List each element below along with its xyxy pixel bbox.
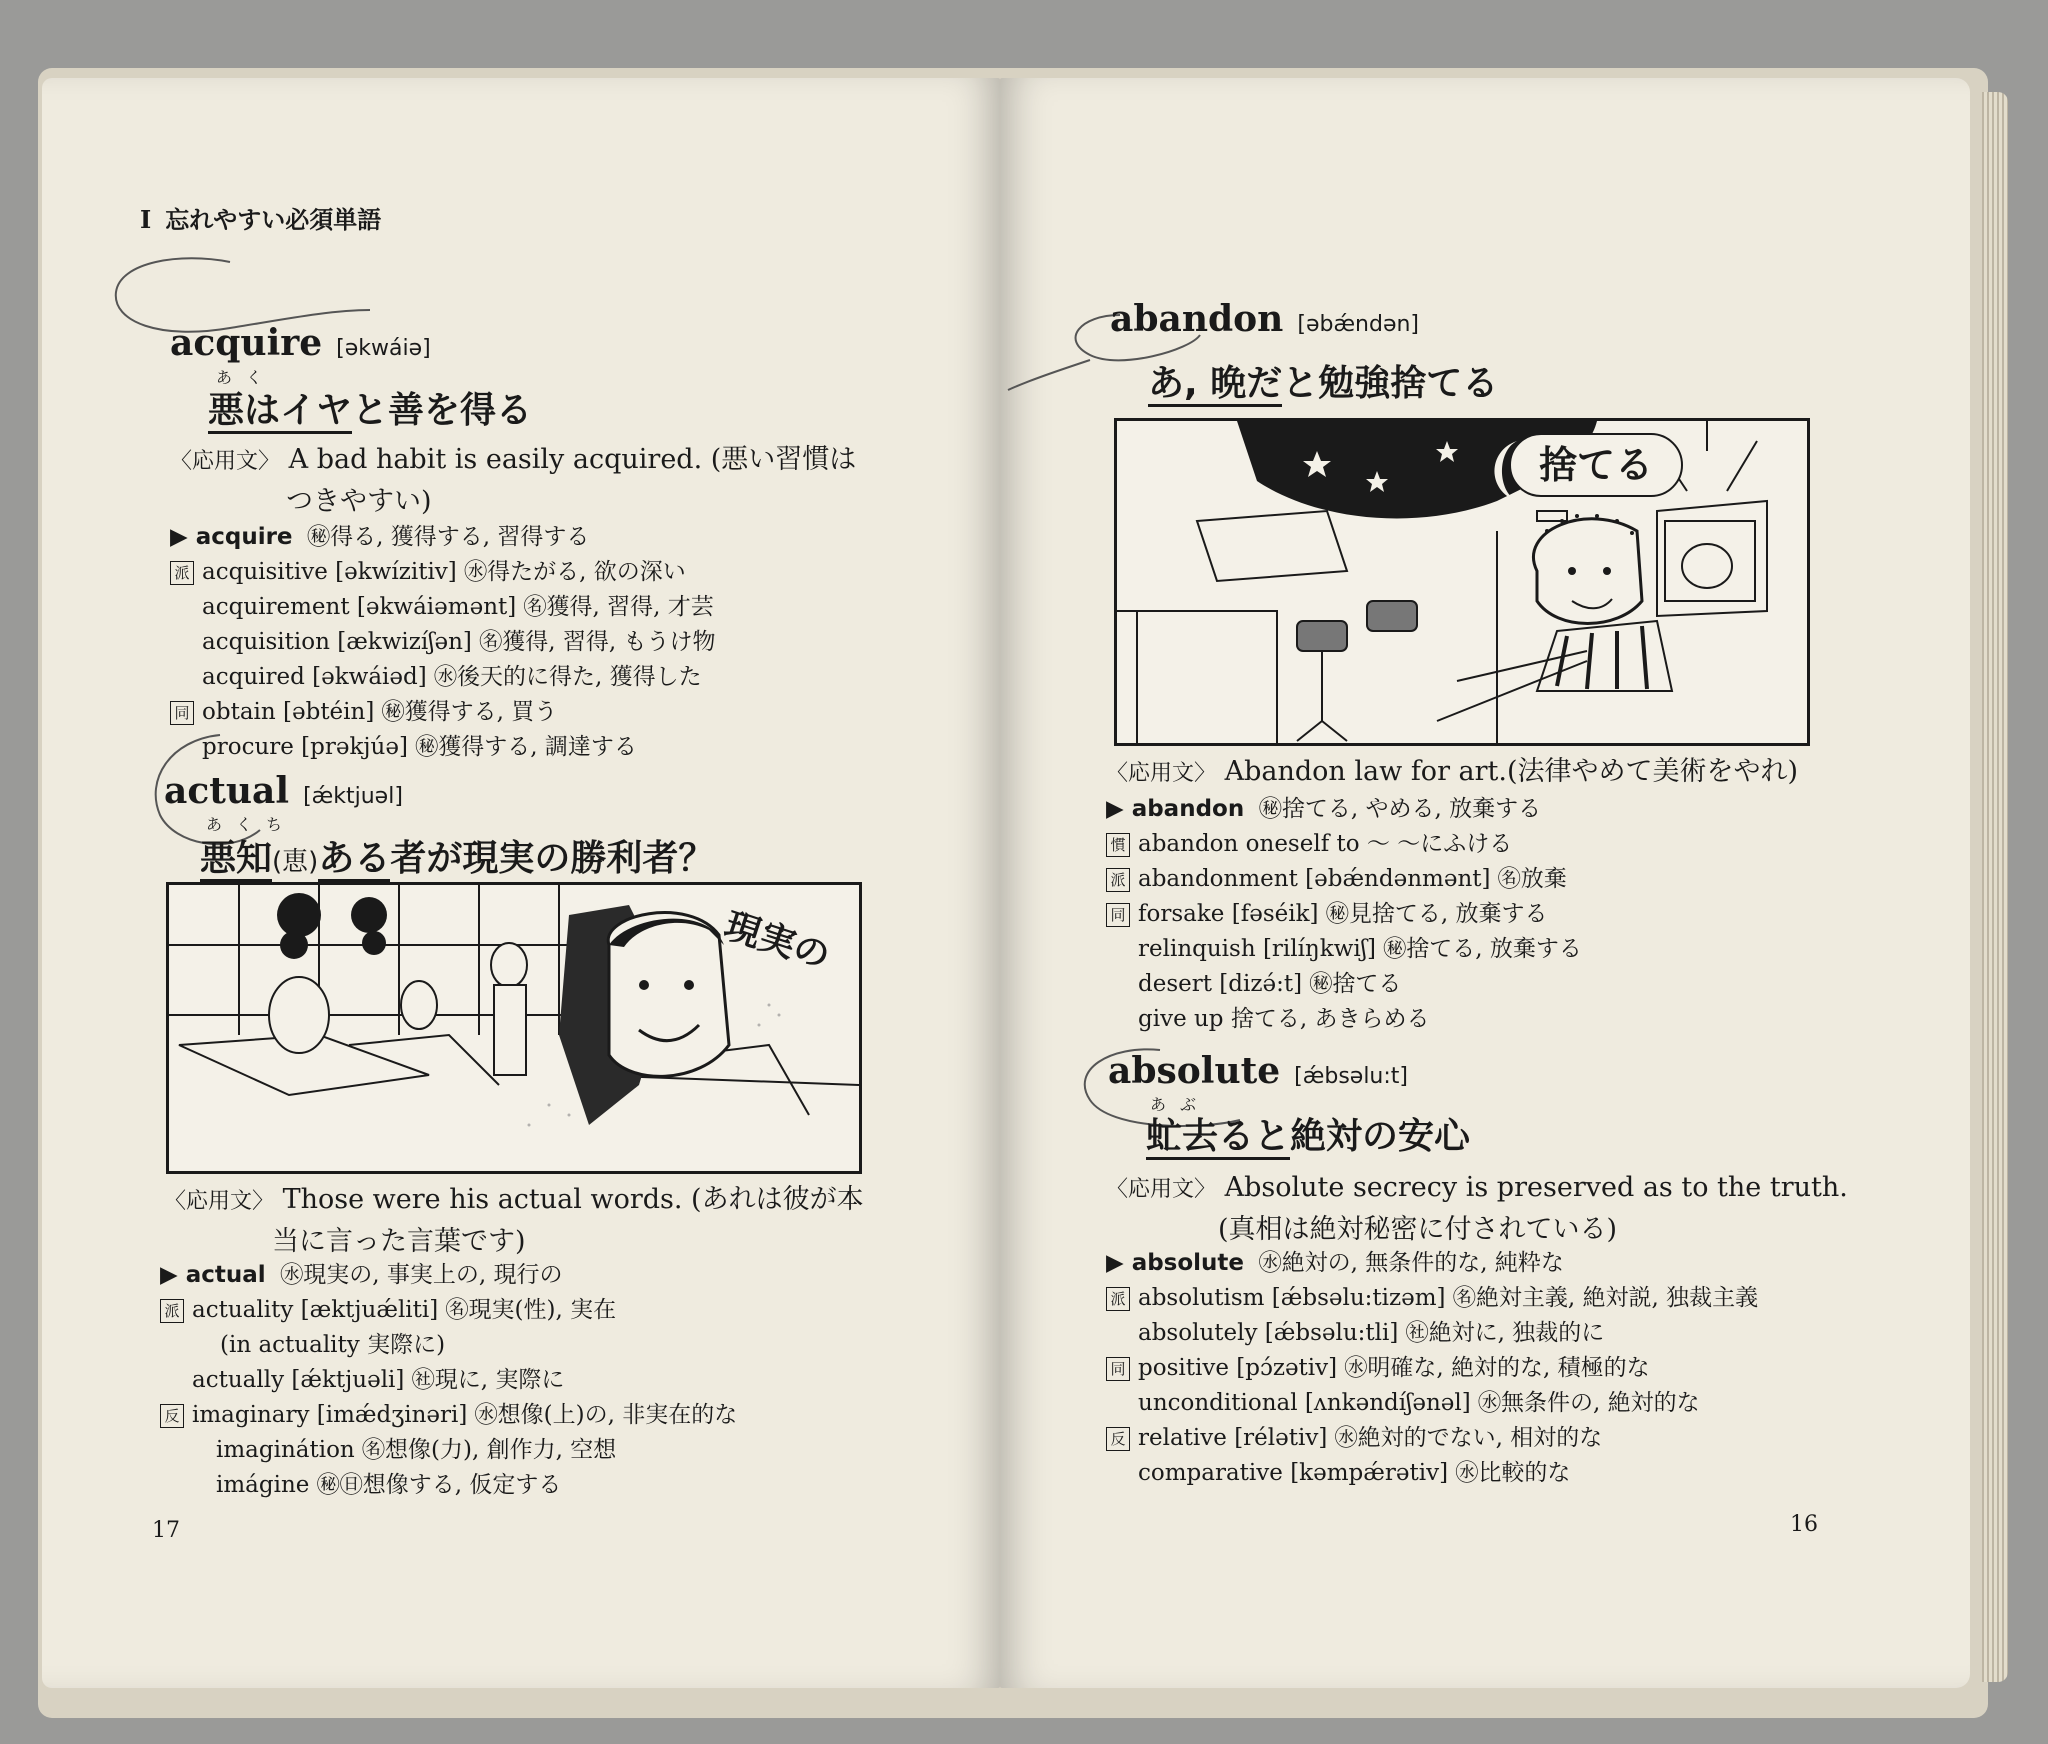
derived-marker: 派 (1106, 1287, 1130, 1311)
example-sentence (1106, 1168, 1906, 1250)
def-line: unconditional [ʌnkəndíʃənəl] ㊌無条件の, 絶対的な (1138, 1390, 1700, 1416)
antonym-marker: 反 (1106, 1427, 1130, 1451)
illustration-abandon (1114, 418, 1810, 746)
illustration-caption: 捨てる (1509, 433, 1683, 497)
section-number: I (140, 205, 152, 234)
synonym-marker: 同 (1106, 1357, 1130, 1381)
headword: abandon (1110, 298, 1284, 340)
def-main: ㊌絶対の, 無条件的な, 純粋な (1258, 1250, 1564, 1276)
acquire-entry-head (170, 322, 431, 364)
derived-marker: 派 (1106, 868, 1130, 892)
headword: absolute (1108, 1050, 1281, 1092)
example-line-1: Absolute secrecy is preserved as to the truth. (1224, 1172, 1848, 1203)
section-header (140, 200, 381, 235)
actual-entry-head (164, 770, 403, 812)
def-main-word: ▶ actual (160, 1262, 266, 1288)
def-line: procure [prəkjúə] ㊙獲得する, 調達する (202, 734, 637, 760)
acquire-definitions (170, 520, 910, 765)
example-line-1: Those were his actual words. (あれは彼が本 (282, 1184, 864, 1215)
pronunciation: [əbǽndən] (1297, 312, 1420, 337)
mnemonic (1148, 355, 1498, 406)
example-line-1: Abandon law for art.(法律やめて美術をやれ) (1224, 756, 1799, 787)
def-main-word: ▶ abandon (1106, 796, 1245, 822)
illustration-actual (166, 882, 862, 1174)
cartoon-girl-icon (1117, 421, 1807, 743)
def-line: actuality [æktjuǽliti] ㊔現実(性), 実在 (192, 1297, 617, 1323)
mnemonic-rest: 絶対の安心 (1290, 1116, 1471, 1157)
mnemonic (208, 382, 532, 433)
def-line: abandonment [əbǽndənmənt] ㊔放棄 (1138, 866, 1567, 892)
example-tag: 〈応用文〉 (1106, 1177, 1217, 1202)
def-line: obtain [əbtéin] ㊙獲得する, 買う (202, 699, 558, 725)
abandon-definitions (1106, 792, 1886, 1037)
mnemonic-paren: (恵) (272, 847, 319, 877)
def-line: imágine ㊙㊐想像する, 仮定する (216, 1472, 562, 1498)
mnemonic (200, 830, 714, 881)
def-line: actually [ǽktjuəli] ㊓現に, 実際に (192, 1367, 565, 1393)
pronunciation: [əkwáiə] (336, 336, 431, 361)
def-line: abandon oneself to ～ ～にふける (1138, 831, 1513, 857)
def-line: imaginary [imǽdʒinəri] ㊌想像(上)の, 非実在的な (192, 1402, 738, 1428)
def-line: positive [pɔ́zətiv] ㊌明確な, 絶対的な, 積極的な (1138, 1355, 1650, 1381)
ruby: あくち (206, 815, 297, 834)
example-sentence (164, 1180, 904, 1262)
def-line: acquisition [ækwizíʃən] ㊔獲得, 習得, もうけ物 (202, 629, 716, 655)
def-main-word: ▶ absolute (1106, 1250, 1245, 1276)
def-line: desert [dizə́:t] ㊙捨てる (1138, 971, 1402, 997)
def-line: give up 捨てる, あきらめる (1138, 1006, 1430, 1032)
def-line: acquisitive [əkwízitiv] ㊌得たがる, 欲の深い (202, 559, 686, 585)
def-main: ㊙得る, 獲得する, 習得する (307, 524, 590, 550)
example-sentence (1106, 752, 1886, 794)
page-edges (1982, 92, 2008, 1682)
synonym-marker: 同 (1106, 903, 1130, 927)
mnemonic-underline: 虻去ると (1146, 1116, 1290, 1160)
def-main: ㊌現実の, 事実上の, 現行の (280, 1262, 563, 1288)
def-line: imaginátion ㊔想像(力), 創作力, 空想 (216, 1437, 617, 1463)
headword: actual (164, 770, 290, 812)
mnemonic (1146, 1108, 1470, 1159)
def-line: acquired [əkwáiəd] ㊌後天的に得た, 獲得した (202, 664, 702, 690)
def-line: relinquish [rilíŋkwiʃ] ㊙捨てる, 放棄する (1138, 936, 1582, 962)
example-line-2: 当に言った言葉です) (272, 1226, 526, 1257)
def-line: acquirement [əkwáiəmənt] ㊔獲得, 習得, 才芸 (202, 594, 714, 620)
synonym-marker: 同 (170, 701, 194, 725)
def-line: (in actuality 実際に) (220, 1332, 446, 1358)
def-line: absolutism [ǽbsəlu:tizəm] ㊔絶対主義, 絶対説, 独裁主義 (1138, 1285, 1759, 1311)
def-line: absolutely [ǽbsəlu:tli] ㊓絶対に, 独裁的に (1138, 1320, 1605, 1346)
ruby: あぶ (1150, 1095, 1211, 1114)
page-number-right: 16 (1790, 1512, 1818, 1537)
def-line: forsake [fəséik] ㊙見捨てる, 放棄する (1138, 901, 1548, 927)
actual-definitions (160, 1258, 920, 1503)
idiom-marker: 慣 (1106, 833, 1130, 857)
def-line: comparative [kəmpǽrətiv] ㊌比較的な (1138, 1460, 1571, 1486)
mnemonic-underline: 悪はイヤ (208, 390, 352, 434)
headword: acquire (170, 322, 323, 364)
example-sentence (170, 440, 890, 522)
example-line-2: つきやすい) (286, 486, 432, 517)
def-main-word: ▶ acquire (170, 524, 293, 550)
def-line: relative [rélətiv] ㊌絶対的でない, 相対的な (1138, 1425, 1603, 1451)
derived-marker: 派 (160, 1299, 184, 1323)
ruby: あく (216, 368, 277, 387)
absolute-definitions (1106, 1246, 1906, 1491)
example-tag: 〈応用文〉 (1106, 761, 1217, 786)
mnemonic-rest: 者が現実の勝利者？ (390, 838, 715, 879)
example-line-1: A bad habit is easily acquired. (悪い習慣は (288, 444, 857, 475)
example-tag: 〈応用文〉 (164, 1189, 275, 1214)
def-main: ㊙捨てる, やめる, 放棄する (1258, 796, 1542, 822)
mnemonic-underline: 悪知 (200, 838, 272, 882)
section-title: 忘れやすい必須単語 (165, 205, 382, 234)
mnemonic-rest: と勉強捨てる (1282, 363, 1499, 404)
pronunciation: [ǽktjuəl] (303, 784, 403, 809)
antonym-marker: 反 (160, 1404, 184, 1428)
mnemonic-underline-2: ある (318, 838, 390, 882)
illustration-caption: 現実の (719, 905, 835, 978)
abandon-entry-head (1110, 298, 1419, 340)
mnemonic-underline: あ, 晩だ (1148, 363, 1282, 407)
example-tag: 〈応用文〉 (170, 449, 281, 474)
derived-marker: 派 (170, 561, 194, 585)
example-line-2: (真相は絶対秘密に付されている) (1218, 1214, 1618, 1245)
page-number-left: 17 (152, 1518, 180, 1543)
mnemonic-rest: と善を得る (352, 390, 533, 431)
absolute-entry-head (1108, 1050, 1408, 1092)
pronunciation: [ǽbsəlu:t] (1294, 1064, 1408, 1089)
